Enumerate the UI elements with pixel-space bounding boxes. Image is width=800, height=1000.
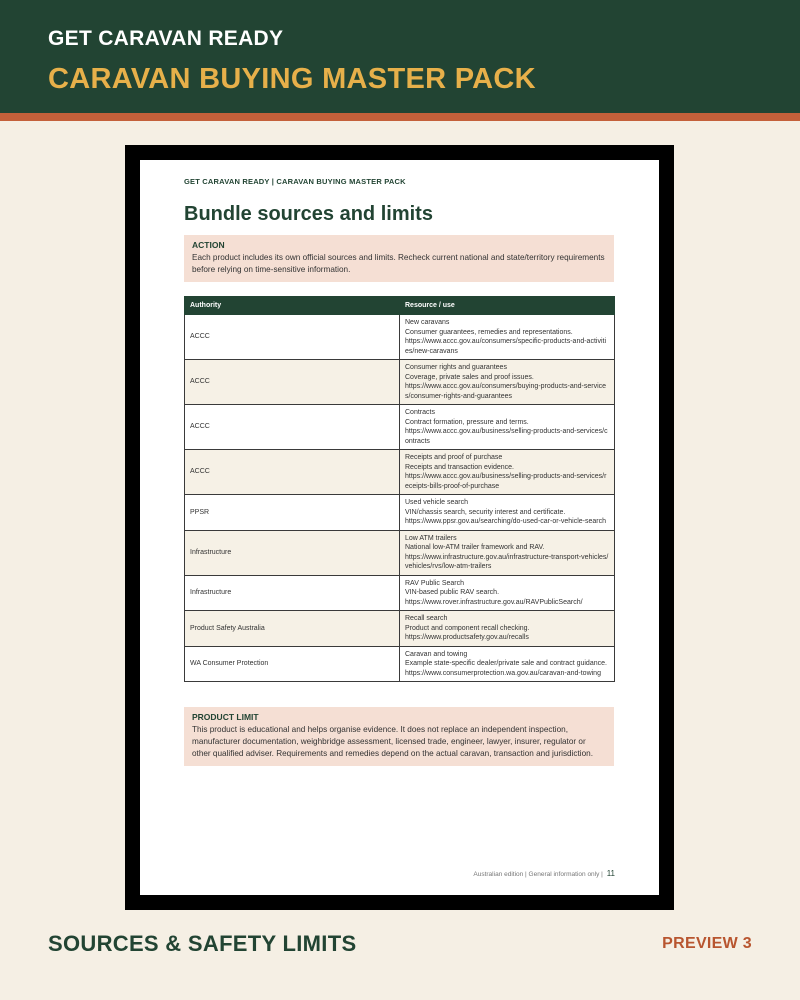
pack-title: CARAVAN BUYING MASTER PACK (48, 63, 536, 95)
action-text: Each product includes its own official sources and limits. Recheck current national and state/territory requirements before relying on time-sensitive information. (192, 253, 605, 274)
resource-url: https://www.infrastructure.gov.au/infrastructure-transport-vehicles/vehicles/rvs/low-atm-trailers (405, 553, 609, 570)
resource-line: Consumer rights and guarantees (405, 364, 507, 371)
authority-cell: Infrastructure (185, 575, 400, 611)
table-row (185, 646, 615, 682)
resource-cell (400, 405, 615, 450)
resource-cell (400, 611, 615, 647)
table-row (185, 495, 615, 531)
resource-line: Used vehicle search (405, 499, 469, 506)
table-header-row (185, 297, 615, 315)
table-row (185, 360, 615, 405)
resource-line: Receipts and transaction evidence. (405, 463, 514, 471)
resource-url: https://www.rover.infrastructure.gov.au/RAVPublicSearch/ (405, 598, 583, 606)
resource-cell (400, 646, 615, 682)
sources-table (184, 296, 615, 682)
resource-line: Low ATM trailers (405, 534, 457, 542)
table-row (185, 530, 615, 575)
page-heading: Bundle sources and limits (184, 203, 433, 225)
authority-cell: ACCC (185, 360, 400, 405)
resource-line: Recall search (405, 615, 448, 622)
authority-cell: Infrastructure (185, 530, 400, 575)
authority-cell: ACCC (185, 450, 400, 495)
resource-line: Caravan and towing (405, 650, 468, 658)
resource-url: https://www.ppsr.gov.au/searching/do-used-car-or-vehicle-search (405, 518, 607, 525)
running-head: GET CARAVAN READY | CARAVAN BUYING MASTER PACK (184, 177, 406, 186)
resource-line: VIN/chassis search, security interest and certificate. (405, 508, 566, 516)
resource-cell (400, 575, 615, 611)
preview-label: PREVIEW 3 (662, 935, 752, 952)
preview-frame (125, 145, 674, 910)
resource-line: Contract formation, pressure and terms. (405, 418, 529, 426)
resource-url: https://www.accc.gov.au/business/selling-products-and-services/contracts (405, 428, 608, 445)
action-callout (184, 235, 614, 282)
resource-url: https://www.accc.gov.au/business/selling-products-and-services/receipts-bills-proof-of-purchase (405, 473, 607, 490)
authority-cell: ACCC (185, 405, 400, 450)
resource-cell (400, 360, 615, 405)
authority-cell: Product Safety Australia (185, 611, 400, 647)
authority-cell: WA Consumer Protection (185, 646, 400, 682)
resource-line: Example state-specific dealer/private sale and contract guidance. (405, 660, 607, 667)
authority-cell: ACCC (185, 315, 400, 360)
page-footer (473, 869, 615, 878)
page-number: 11 (606, 869, 615, 878)
resource-cell (400, 315, 615, 360)
resource-line: RAV Public Search (405, 579, 465, 587)
action-label: ACTION (192, 240, 225, 250)
resource-line: National low-ATM trailer framework and RAV. (405, 544, 545, 551)
brand-name: GET CARAVAN READY (48, 27, 284, 50)
table-row (185, 405, 615, 450)
table-row (185, 450, 615, 495)
table-row (185, 315, 615, 360)
authority-cell: PPSR (185, 495, 400, 531)
document-page (140, 160, 659, 895)
resource-url: https://www.accc.gov.au/consumers/buying-products-and-services/consumer-rights-and-guarantees (405, 383, 607, 400)
resource-line: Receipts and proof of purchase (405, 454, 503, 461)
resource-line: VIN-based public RAV search. (405, 589, 500, 596)
resource-line: Contracts (405, 409, 435, 416)
resource-cell (400, 450, 615, 495)
product-limit-text: This product is educational and helps organise evidence. It does not replace an independent inspection, manufacturer documentation, weighbridge assessment, licensed trade, engineer, lawyer, insurer, regulator or other qualified adviser. Requirements and remedies depend on the actual caravan, transaction and jurisdiction. (192, 725, 593, 758)
resource-line: Consumer guarantees, remedies and representations. (405, 328, 573, 336)
product-limit-callout (184, 707, 614, 766)
table-row (185, 575, 615, 611)
resource-url: https://www.productsafety.gov.au/recalls (405, 634, 529, 641)
product-limit-label: PRODUCT LIMIT (192, 712, 259, 722)
section-title: SOURCES & SAFETY LIMITS (48, 931, 357, 956)
header-resource: Resource / use (400, 297, 615, 315)
header-authority: Authority (185, 297, 400, 315)
resource-cell (400, 530, 615, 575)
resource-line: Coverage, private sales and proof issues. (405, 373, 534, 381)
resource-line: New caravans (405, 319, 450, 326)
top-banner (0, 0, 800, 113)
resource-url: https://www.consumerprotection.wa.gov.au/caravan-and-towing (405, 669, 601, 677)
banner-stripe (0, 113, 800, 121)
table-row (185, 611, 615, 647)
resource-line: Product and component recall checking. (405, 624, 530, 632)
footer-text: Australian edition | General information only | (473, 871, 603, 878)
resource-cell (400, 495, 615, 531)
resource-url: https://www.accc.gov.au/consumers/specific-products-and-activities/new-caravans (405, 338, 607, 355)
